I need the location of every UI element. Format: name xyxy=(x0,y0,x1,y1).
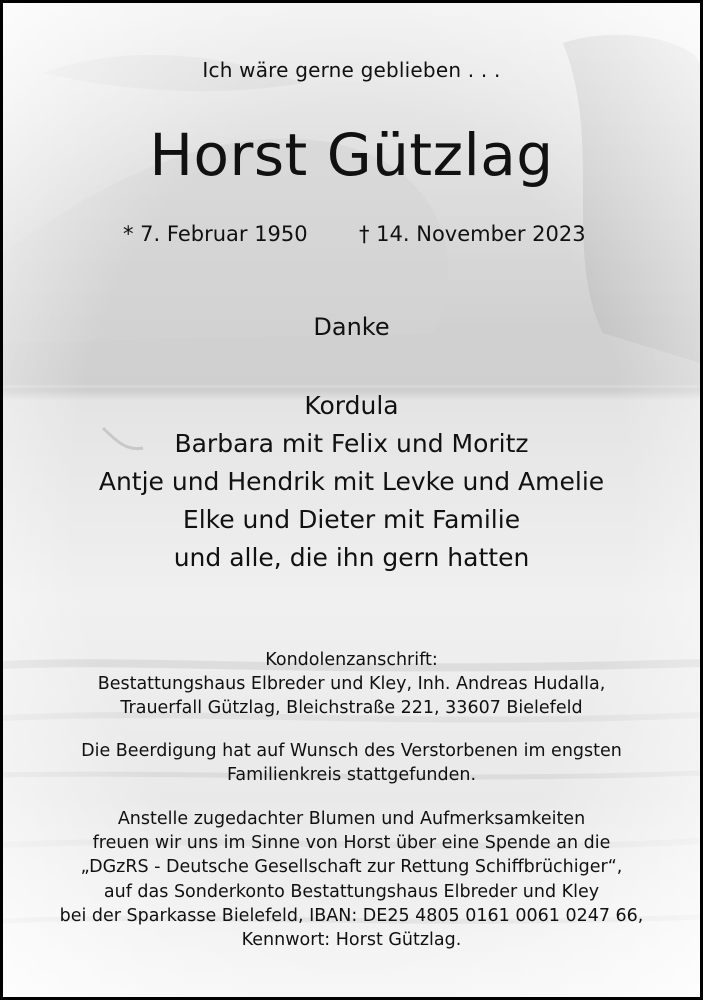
condolence-line: Trauerfall Gützlag, Bleichstraße 221, 33607 Bielefeld xyxy=(120,698,583,719)
motto: Ich wäre gerne geblieben . . . xyxy=(202,58,501,82)
thanks-heading: Danke xyxy=(313,313,390,341)
mourner-line: und alle, die ihn gern hatten xyxy=(173,543,530,572)
death-date: † 14. November 2023 xyxy=(359,222,586,246)
condolence-line: Bestattungshaus Elbreder und Kley, Inh. Andreas Hudalla, xyxy=(97,674,606,695)
mourners-list xyxy=(3,387,700,577)
condolence-address xyxy=(3,648,700,721)
funeral-line: Familienkreis stattgefunden. xyxy=(226,765,477,786)
mourner-line: Barbara mit Felix und Moritz xyxy=(174,429,529,458)
donation-line: freuen wir uns im Sinne von Horst über eine Spende an die xyxy=(92,833,611,854)
funeral-note xyxy=(3,739,700,787)
donation-note xyxy=(3,807,700,952)
donation-line: bei der Sparkasse Bielefeld, IBAN: DE25 4805 0161 0061 0247 66, xyxy=(59,905,644,926)
mourner-line: Elke und Dieter mit Familie xyxy=(182,505,521,534)
donation-line: Kennwort: Horst Gützlag. xyxy=(241,930,462,951)
deceased-name: Horst Gützlag xyxy=(149,121,554,189)
birth-date: * 7. Februar 1950 xyxy=(123,222,308,246)
mourner-line: Antje und Hendrik mit Levke und Amelie xyxy=(98,467,605,496)
mourner-line: Kordula xyxy=(304,391,399,420)
condolence-line: Kondolenzanschrift: xyxy=(265,650,438,670)
donation-line: auf das Sonderkonto Bestattungshaus Elbreder und Kley xyxy=(103,881,600,902)
donation-line: „DGzRS - Deutsche Gesellschaft zur Rettung Schiffbrüchiger“, xyxy=(80,857,623,878)
funeral-line: Die Beerdigung hat auf Wunsch des Verstorbenen im engsten xyxy=(81,741,622,761)
donation-line: Anstelle zugedachter Blumen und Aufmerksamkeiten xyxy=(117,809,586,829)
notice-content xyxy=(3,3,700,997)
